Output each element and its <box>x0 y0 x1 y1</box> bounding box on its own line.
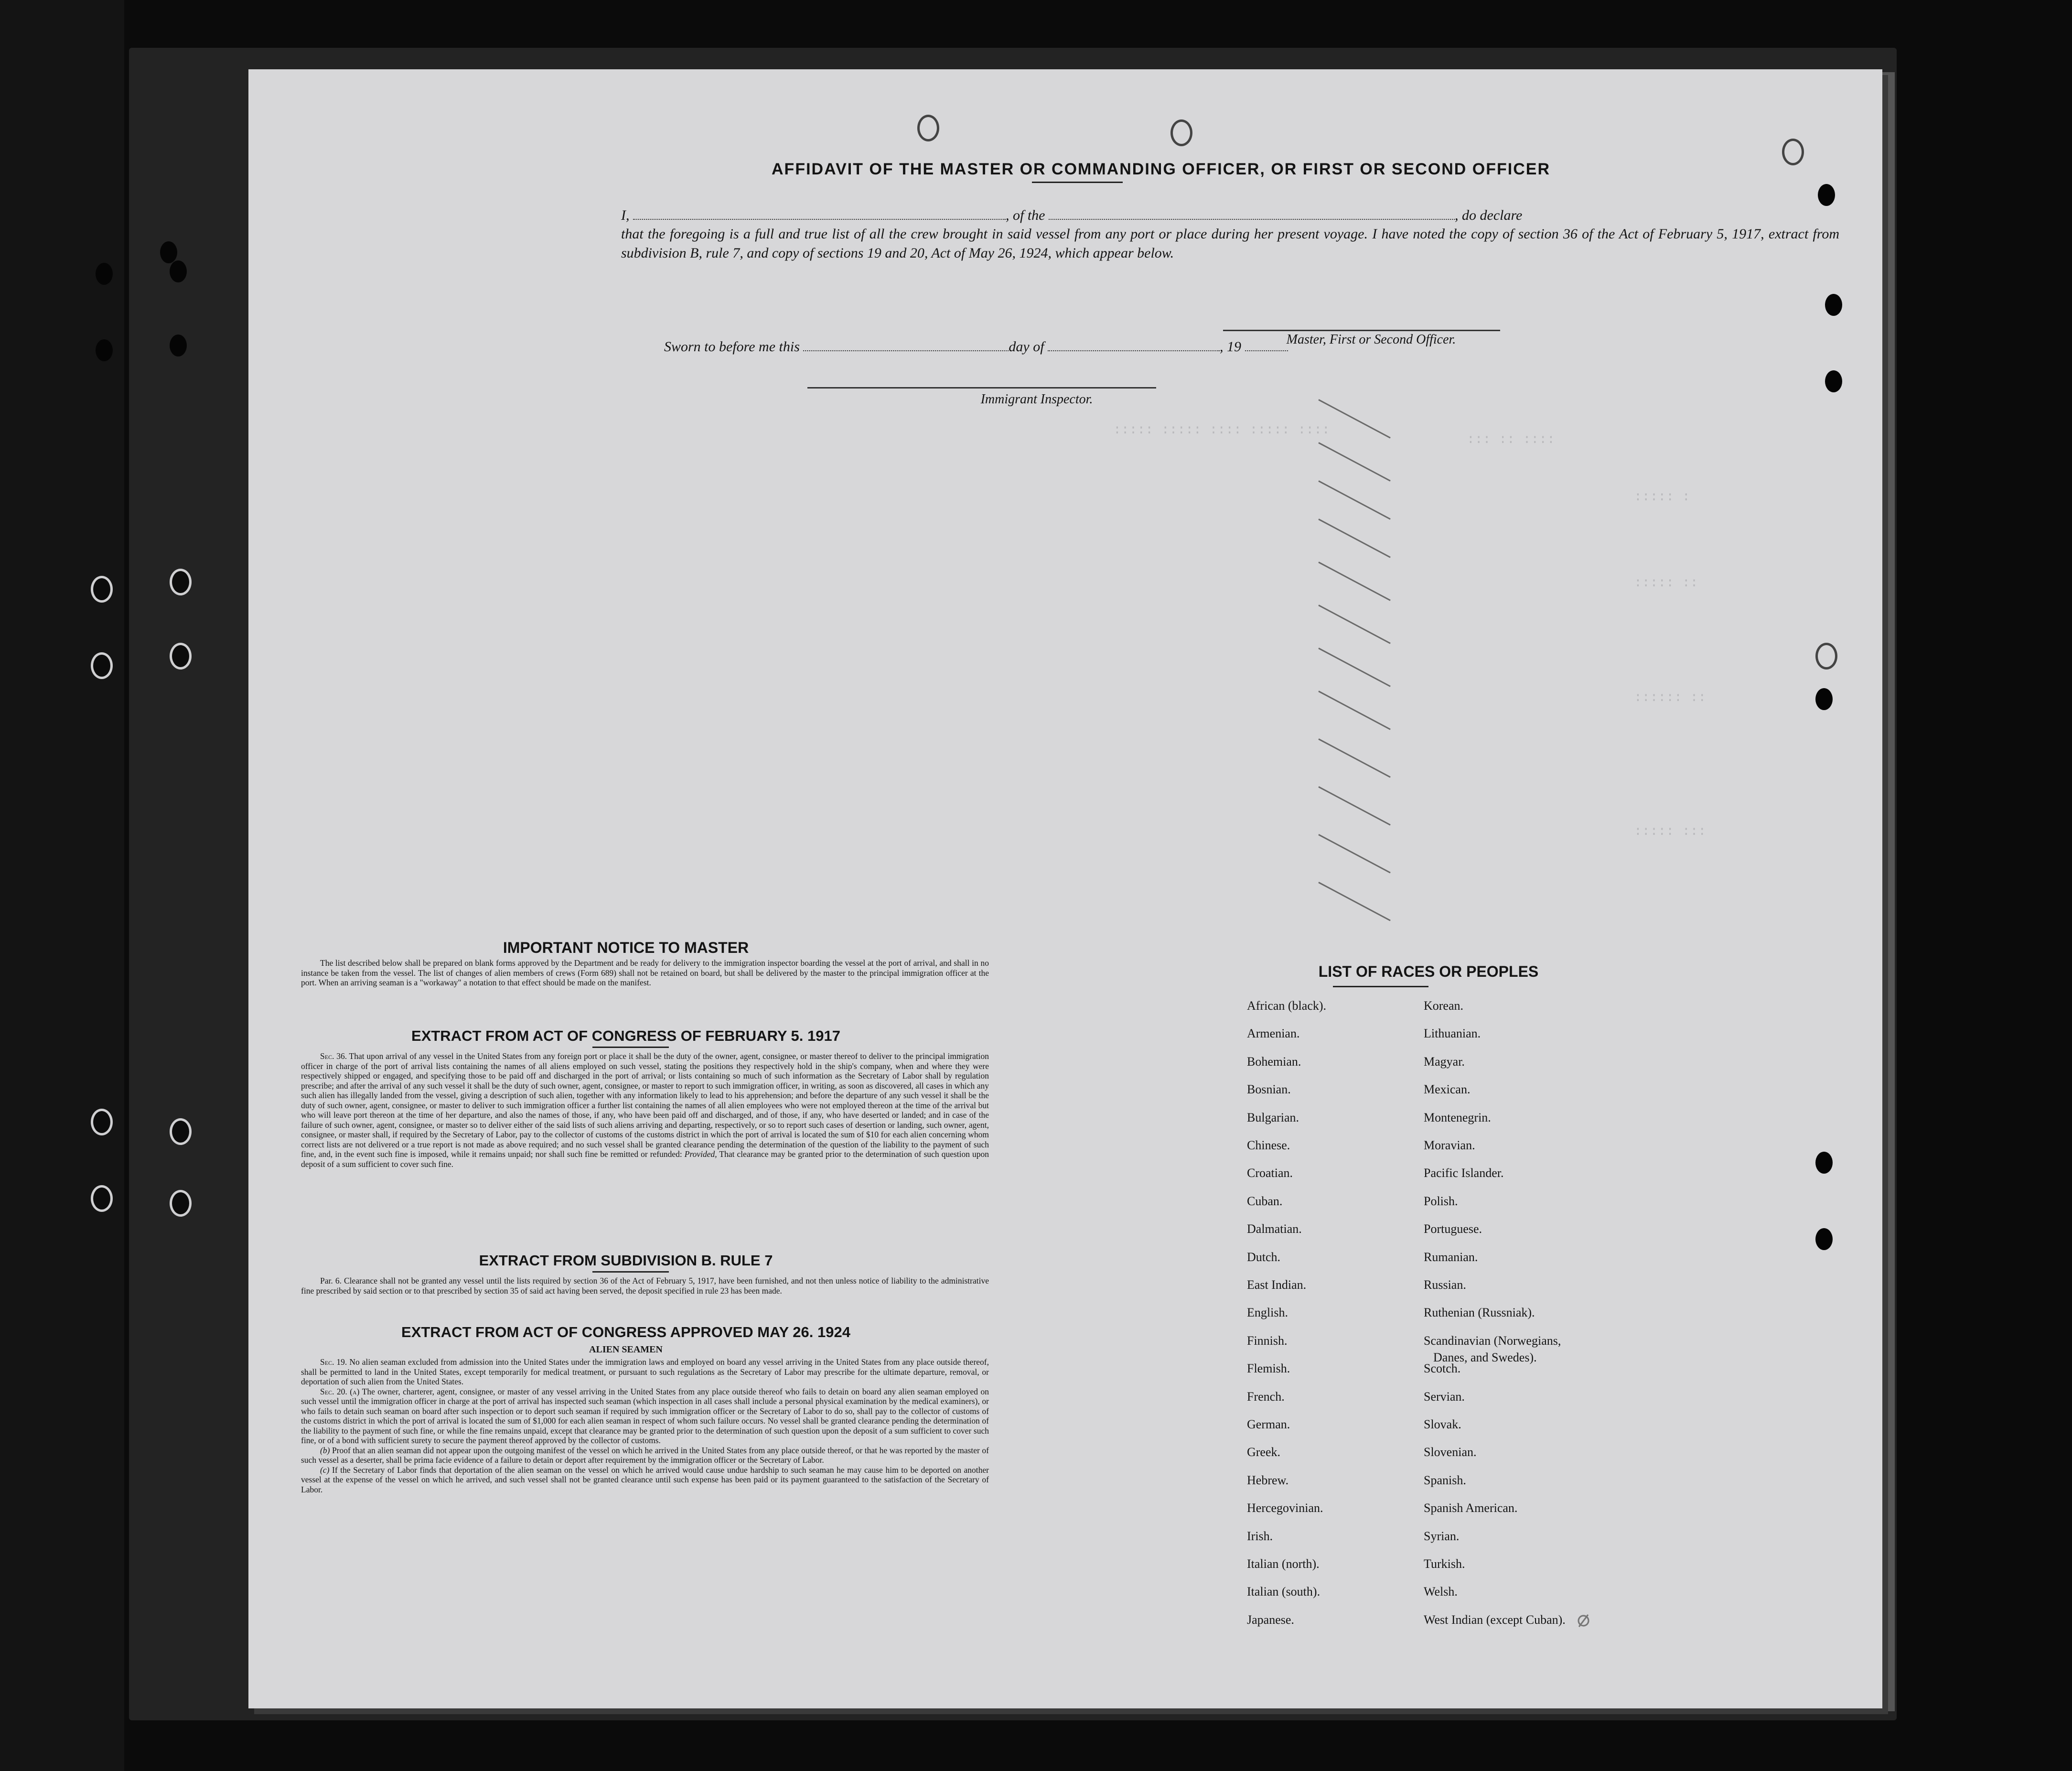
binder-hole <box>91 1109 113 1135</box>
sworn-month-field[interactable] <box>1048 337 1220 351</box>
affidavit-declaration: that the foregoing is a full and true list of all the crew brought in said vessel from any port or place during her present voyage. I have noted the copy of section 36 of the Act of February 5, 1917, extract from subdivision B, rule 7, and copy of sections 19 and 20, Act of May 26, 1924, which appear below. <box>621 226 1839 261</box>
race-item-left: Bulgarian. <box>1247 1110 1299 1124</box>
manifest-page <box>248 69 1882 1708</box>
race-item-left: Hercegovinian. <box>1247 1501 1323 1515</box>
ditto-mark <box>1318 648 1391 687</box>
ditto-mark <box>1318 882 1391 921</box>
sec20a-label: Sec. 20. (a) <box>320 1386 360 1396</box>
ditto-mark <box>1318 834 1391 873</box>
sec20b-label: (b) <box>320 1445 330 1455</box>
race-item-right: Montenegrin. <box>1424 1110 1491 1124</box>
extract-1924-subtitle: ALIEN SEAMEN <box>589 1344 663 1355</box>
race-item-right: Lithuanian. <box>1424 1026 1481 1041</box>
race-item-left: Bohemian. <box>1247 1054 1301 1069</box>
binder-hole <box>91 576 113 603</box>
page-punch-hole <box>1815 1228 1833 1250</box>
sec20b-text: Proof that an alien seaman did not appear upon the outgoing manifest of the vessel on which he arrived in the United States from any place outside thereof, or that he was reported by the master of such vessel as a deserter, shall be prima facie evidence of a failure to detain or deport after requirement by the immigration officer or the Secretary of Labor. <box>301 1445 989 1465</box>
title-underline <box>1032 182 1123 183</box>
race-item-right: Moravian. <box>1424 1138 1475 1152</box>
sec19-label: Sec. 19. <box>320 1357 347 1367</box>
vessel-name-field[interactable] <box>1049 205 1455 220</box>
sworn-day-field[interactable] <box>803 337 1009 351</box>
binder-hole <box>96 339 113 361</box>
bleed-through-text: ::::: ::: <box>1634 824 1707 839</box>
inspector-signature-label: Immigrant Inspector. <box>980 392 1093 407</box>
race-item-right: Russian. <box>1424 1278 1466 1292</box>
races-title: LIST OF RACES OR PEOPLES <box>1318 963 1539 980</box>
race-item-right: Syrian. <box>1424 1529 1460 1543</box>
ditto-mark <box>1318 480 1391 519</box>
binder-hole <box>91 652 113 679</box>
extract-rule7-underline <box>592 1271 669 1273</box>
page-punch-hole <box>1825 294 1842 316</box>
page-punch-hole <box>1815 643 1837 670</box>
archive-stamp: ⌀ <box>1575 1605 1592 1632</box>
binder-hole <box>170 1190 192 1217</box>
sworn-day-label: day of <box>1009 339 1044 355</box>
ditto-mark <box>1318 562 1391 601</box>
affidavit-declare-label: , do declare <box>1455 207 1523 223</box>
sec20a-text: The owner, charterer, agent, consignee, or master of any vessel arriving in the United States from any place outside thereof who fails to detain on board any alien seaman employed on such vessel until the immigration officer in charge at the port of arrival has inspected such seaman (which inspection in all cases shall include a personal physical examination by the medical examiners), or who fails to detain such seaman on board after such inspection or to deport such seaman if required by such immigration officer or the Secretary of Labor to do so, shall pay to the collector of customs of the customs district in which the port of arrival is located the sum of $1,000 for each alien seaman in respect of whom such failure occurs. No vessel shall be granted clearance pending the determination of the liability to the payment of such fine, or while the fine remains unpaid, except that clearance may be granted prior to the determination of such question upon the deposit of a sum sufficient to cover such fine, or of a bond with sufficient surety to secure the payment thereof approved by the collector of customs. <box>301 1386 989 1445</box>
extract-1924-title: EXTRACT FROM ACT OF CONGRESS APPROVED MAY 26. 1924 <box>401 1324 850 1340</box>
notice-title: IMPORTANT NOTICE TO MASTER <box>503 939 749 956</box>
bleed-through-text: ::::: : <box>1634 490 1690 505</box>
ditto-mark <box>1318 442 1391 481</box>
race-item-right: Magyar. <box>1424 1054 1465 1069</box>
races-underline <box>1333 986 1428 987</box>
race-item-left: Japanese. <box>1247 1612 1294 1627</box>
binder-hole <box>170 260 187 282</box>
officer-signature-label: Master, First or Second Officer. <box>1286 332 1456 347</box>
sworn-year-field[interactable] <box>1245 337 1288 351</box>
binder-hole <box>160 241 177 263</box>
race-scandinavian-cont: Danes, and Swedes). <box>1433 1350 1537 1364</box>
extract-1917-underline <box>592 1047 669 1048</box>
race-item-left: Chinese. <box>1247 1138 1290 1152</box>
race-item-left: Dalmatian. <box>1247 1222 1302 1236</box>
page-punch-hole <box>1782 139 1804 165</box>
extract-rule7-body: Par. 6. Clearance shall not be granted any vessel until the lists required by section 36 of the Act of February 5, 1917, have been furnished, and not then unless notice of liability to the administrative fine prescribed by said section or to that prescribed by section 35 of said act having been served, the deposit specified in rule 23 has been made. <box>301 1276 989 1296</box>
affidavit-of-the-label: , of the <box>1006 207 1045 223</box>
sec20c-label: (c) <box>320 1465 330 1475</box>
bleed-through-text: :::::: :: <box>1634 691 1707 705</box>
page-punch-hole <box>1170 119 1192 146</box>
sec36-text: That upon arrival of any vessel in the United States from any foreign port or place it shall be the duty of the owner, agent, consignee, or master thereof to deliver to the principal immigration officer in charge of the port of arrival lists containing the names of all aliens employed on such vessel, stating the positions they respectively hold in the ship's company, when and where they were respectively shipped or engaged, and specifying those to be paid off and discharged in the port of arrival; or lists containing so much of such information as the Secretary of Labor shall by regulation prescribe; and after the arrival of any such vessel it shall be the duty of such owner, agent, consignee, or master to report to such immigration officer, in writing, as soon as discovered, all cases in which any such alien has illegally landed from the vessel, giving a description of such alien, together with any information likely to lead to his apprehension; and before the departure of any such vessel it shall be the duty of such owner, agent, consignee, or master to deliver to such immigration officer a further list containing the names of all alien employees who were not employed thereon at the time of the arrival but who will leave port thereon at the time of her departure, and also the names of those, if any, who have been paid off and discharged, and of those, if any, who have deserted or landed; and in case of the failure of such owner, agent, consignee, or master so to deliver either of the said lists of such aliens arriving and departing, respectively, or so to report such cases of desertion or landing, such owner, agent, consignee, or master shall, if required by the Secretary of Labor, pay to the collector of customs of the customs district in which the port of arrival is located the sum of $10 for each alien concerning whom correct lists are not delivered or a true report is not made as above required; and no such vessel shall be granted clearance pending the determination of the question of the liability to the payment of such fine, and, in the event such fine is imposed, while it remains unpaid; nor shall such fine be remitted or refunded: <box>301 1051 989 1159</box>
bleed-through-text: ::: :: :::: <box>1467 432 1555 447</box>
sec20a-paragraph <box>301 1387 989 1446</box>
bleed-through-text: ::::: :: <box>1634 576 1698 591</box>
race-item-left: African (black). <box>1247 999 1327 1013</box>
race-item-right: Scotch. <box>1424 1361 1461 1376</box>
race-item-right: Ruthenian (Russniak). <box>1424 1306 1535 1320</box>
inspector-signature-line[interactable] <box>807 387 1156 389</box>
extract-1917-title: EXTRACT FROM ACT OF CONGRESS OF FEBRUARY 5. 1917 <box>411 1027 840 1044</box>
race-item-left: Greek. <box>1247 1445 1281 1459</box>
race-item-right: Portuguese. <box>1424 1222 1482 1236</box>
race-item-right: Korean. <box>1424 999 1464 1013</box>
ditto-mark <box>1318 691 1391 730</box>
race-item-left: Croatian. <box>1247 1166 1293 1180</box>
ditto-mark <box>1318 738 1391 778</box>
race-item-right: Rumanian. <box>1424 1250 1478 1264</box>
race-item-left: Hebrew. <box>1247 1473 1289 1487</box>
binder-hole <box>170 569 192 595</box>
binder-hole <box>91 1185 113 1212</box>
extract-rule7-title: EXTRACT FROM SUBDIVISION B. RULE 7 <box>479 1252 773 1269</box>
page-punch-hole <box>917 115 939 141</box>
race-item-right: Mexican. <box>1424 1082 1471 1097</box>
race-item-right: Spanish. <box>1424 1473 1466 1487</box>
sec20c-paragraph <box>301 1465 989 1495</box>
notice-body: The list described below shall be prepared on blank forms approved by the Department and be ready for delivery to the immigration inspector boarding the vessel at the port of arrival, and shall in no instance be taken from the vessel. The list of changes of alien members of crews (Form 689) shall not be retained on board, but shall be delivered by the master to the principal immigration officer at the port. When an arriving seaman is a "workaway" a notation to that effect should be made on the manifest. <box>301 958 989 987</box>
page-punch-hole <box>1815 688 1833 710</box>
race-item-right: Polish. <box>1424 1194 1458 1208</box>
race-item-left: Italian (north). <box>1247 1557 1320 1571</box>
binder-hole <box>170 643 192 670</box>
page-punch-hole <box>1818 184 1835 206</box>
race-item-left: Flemish. <box>1247 1361 1290 1376</box>
race-item-left: English. <box>1247 1306 1288 1320</box>
sec36-label: Sec. 36. <box>320 1051 347 1061</box>
race-item-right: Servian. <box>1424 1389 1465 1404</box>
race-item-right: Scandinavian (Norwegians, <box>1424 1333 1561 1348</box>
race-item-left: East Indian. <box>1247 1278 1307 1292</box>
race-item-left: Bosnian. <box>1247 1082 1291 1097</box>
sec19-text: No alien seaman excluded from admission into the United States under the immigration laws and employed on board any vessel arriving in the United States from any place outside thereof, shall be permitted to land in the United States, except temporarily for medical treatment, or pursuant to such regulations as the Secretary of Labor may prescribe for the ultimate departure, removal, or deportation of such alien from the United States. <box>301 1357 989 1386</box>
ditto-mark <box>1318 605 1391 644</box>
proviso-label: Provided, <box>684 1149 717 1159</box>
race-item-right: Slovenian. <box>1424 1445 1477 1459</box>
ditto-mark <box>1318 518 1391 558</box>
race-item-left: German. <box>1247 1417 1290 1431</box>
affidavit-name-line <box>621 205 1839 225</box>
bleed-through-text: ::::: ::::: :::: ::::: :::: <box>1113 423 1330 438</box>
sworn-prefix: Sworn to before me this <box>664 339 800 355</box>
race-item-right: Turkish. <box>1424 1557 1465 1571</box>
officer-name-field[interactable] <box>633 205 1006 220</box>
race-item-left: Armenian. <box>1247 1026 1300 1041</box>
proviso-text: That clearance may be granted prior to the determination of such question upon deposit of a sum sufficient to cover such fine. <box>301 1149 989 1169</box>
sec20b-paragraph <box>301 1446 989 1465</box>
sec19-paragraph <box>301 1357 989 1387</box>
race-item-right: Slovak. <box>1424 1417 1461 1431</box>
page-punch-hole <box>1815 1152 1833 1174</box>
affidavit-i-label: I, <box>621 207 630 223</box>
page-punch-hole <box>1825 370 1842 392</box>
binder-hole <box>96 263 113 285</box>
race-item-left: Dutch. <box>1247 1250 1281 1264</box>
race-item-left: Cuban. <box>1247 1194 1283 1208</box>
extract-1924-body <box>301 1357 989 1494</box>
binder-hole <box>170 335 187 356</box>
sworn-line <box>664 337 1288 356</box>
race-item-right: Welsh. <box>1424 1585 1458 1599</box>
race-item-right: Spanish American. <box>1424 1501 1518 1515</box>
binder-hole <box>170 1118 192 1145</box>
race-item-left: French. <box>1247 1389 1285 1404</box>
sec20c-text: If the Secretary of Labor finds that deportation of the alien seaman on the vessel on which he arrived would cause undue hardship to such seaman he may cause him to be deported on another vessel at the expense of the vessel on which he arrived, and such vessel shall not be granted clearance until such expense has been paid or its payment guaranteed to the satisfaction of the Secretary of Labor. <box>301 1465 989 1494</box>
race-item-left: Irish. <box>1247 1529 1273 1543</box>
race-item-right: Pacific Islander. <box>1424 1166 1504 1180</box>
officer-signature-line[interactable] <box>1223 330 1500 331</box>
affidavit-title: AFFIDAVIT OF THE MASTER OR COMMANDING OFFICER, OR FIRST OR SECOND OFFICER <box>772 160 1550 178</box>
sworn-year-label: , 19 <box>1220 339 1242 355</box>
ditto-mark <box>1318 786 1391 825</box>
race-item-left: Italian (south). <box>1247 1585 1320 1599</box>
race-item-right: West Indian (except Cuban). <box>1424 1612 1566 1627</box>
extract-1917-body <box>301 1051 989 1169</box>
race-item-left: Finnish. <box>1247 1333 1288 1348</box>
